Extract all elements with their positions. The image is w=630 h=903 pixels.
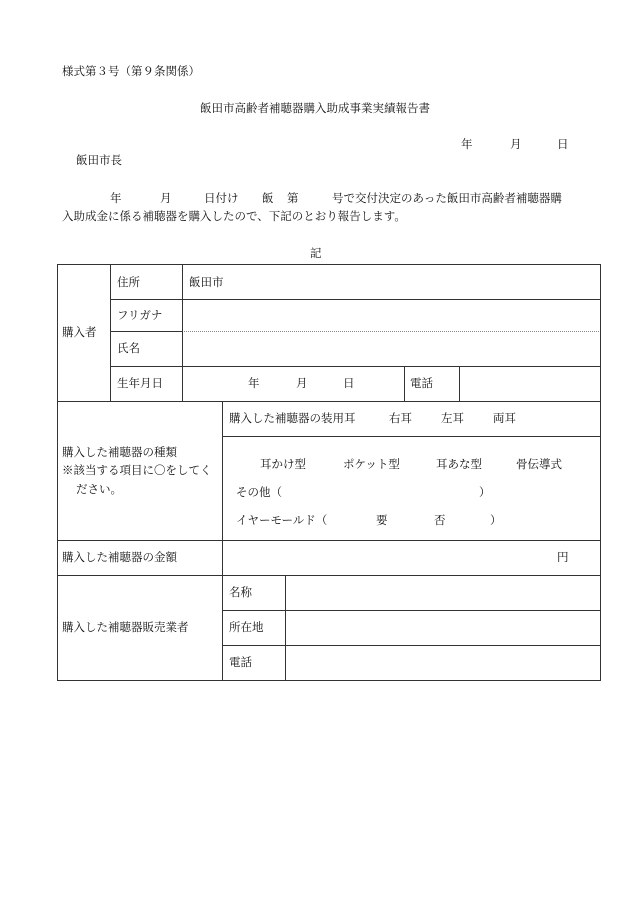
address-value: 飯田市 <box>189 275 224 289</box>
name-label: 氏名 <box>117 341 140 355</box>
intro-date-suffix: 日付け <box>204 191 239 205</box>
intro-line2: 入助成金に係る補聴器を購入したので、下記のとおり報告します。 <box>62 209 406 223</box>
ear-both-option[interactable]: 両耳 <box>493 411 516 425</box>
type-pocket-option[interactable]: ポケット型 <box>343 457 400 471</box>
furigana-field[interactable] <box>183 300 600 330</box>
intro-line1-rest: 号で交付決定のあった飯田市高齢者補聴器購 <box>332 191 562 205</box>
intro-month: 月 <box>160 191 172 205</box>
type-behind-ear-option[interactable]: 耳かけ型 <box>260 457 306 471</box>
type-in-ear-option[interactable]: 耳あな型 <box>436 457 482 471</box>
earmold-label: イヤーモールド（ <box>236 513 328 527</box>
intro-prefix: 飯 <box>262 191 274 205</box>
document-title: 飯田市高齢者補聴器購入助成事業実績報告書 <box>200 101 430 115</box>
earmold-yes-option[interactable]: 要 <box>376 513 388 527</box>
table-line <box>600 264 601 681</box>
hearing-aid-type-note-cont: ださい。 <box>76 482 122 496</box>
table-line <box>57 401 601 402</box>
table-line <box>57 264 601 265</box>
seller-phone-label: 電話 <box>229 655 252 669</box>
birth-month: 月 <box>296 376 308 390</box>
ear-label: 購入した補聴器の装用耳 <box>229 411 356 425</box>
earmold-close: ） <box>490 513 502 527</box>
ear-left-option[interactable]: 左耳 <box>441 411 464 425</box>
table-line <box>110 264 111 401</box>
furigana-label: フリガナ <box>117 308 163 322</box>
ki-heading: 記 <box>310 246 322 260</box>
address-label: 住所 <box>117 275 140 289</box>
table-line <box>222 436 601 437</box>
ear-right-option[interactable]: 右耳 <box>389 411 412 425</box>
date-day: 日 <box>557 137 569 151</box>
other-type-label: その他（ <box>236 485 282 499</box>
purchaser-phone-field[interactable] <box>460 367 600 400</box>
type-bone-conduction-option[interactable]: 骨伝導式 <box>516 457 562 471</box>
intro-year: 年 <box>110 191 122 205</box>
date-month: 月 <box>510 137 522 151</box>
birth-year: 年 <box>248 376 260 390</box>
other-type-field[interactable] <box>290 485 475 500</box>
hearing-aid-type-label: 購入した補聴器の種類 <box>62 445 177 459</box>
purchaser-label: 購入者 <box>62 325 97 339</box>
seller-phone-field[interactable] <box>286 646 600 679</box>
amount-label: 購入した補聴器の金額 <box>62 550 177 564</box>
table-line <box>404 366 405 401</box>
other-type-close: ） <box>479 485 491 499</box>
seller-label: 購入した補聴器販売業者 <box>62 620 189 634</box>
table-line <box>110 331 182 332</box>
birthdate-label: 生年月日 <box>117 376 163 390</box>
seller-name-label: 名称 <box>229 585 252 599</box>
date-year: 年 <box>461 137 473 151</box>
hearing-aid-type-note: ※該当する項目に〇をしてく <box>62 463 212 477</box>
birth-day: 日 <box>343 376 355 390</box>
amount-unit: 円 <box>557 550 569 564</box>
table-line <box>57 680 601 681</box>
intro-number-label: 第 <box>287 191 299 205</box>
addressee: 飯田市長 <box>76 153 122 167</box>
seller-name-field[interactable] <box>286 576 600 609</box>
form-number: 様式第３号（第９条関係） <box>62 64 200 78</box>
name-field[interactable] <box>183 332 600 365</box>
purchaser-phone-label: 電話 <box>410 376 433 390</box>
amount-field[interactable] <box>223 541 543 574</box>
table-line <box>57 264 58 681</box>
earmold-no-option[interactable]: 否 <box>434 513 446 527</box>
seller-location-label: 所在地 <box>229 620 264 634</box>
seller-location-field[interactable] <box>286 611 600 644</box>
